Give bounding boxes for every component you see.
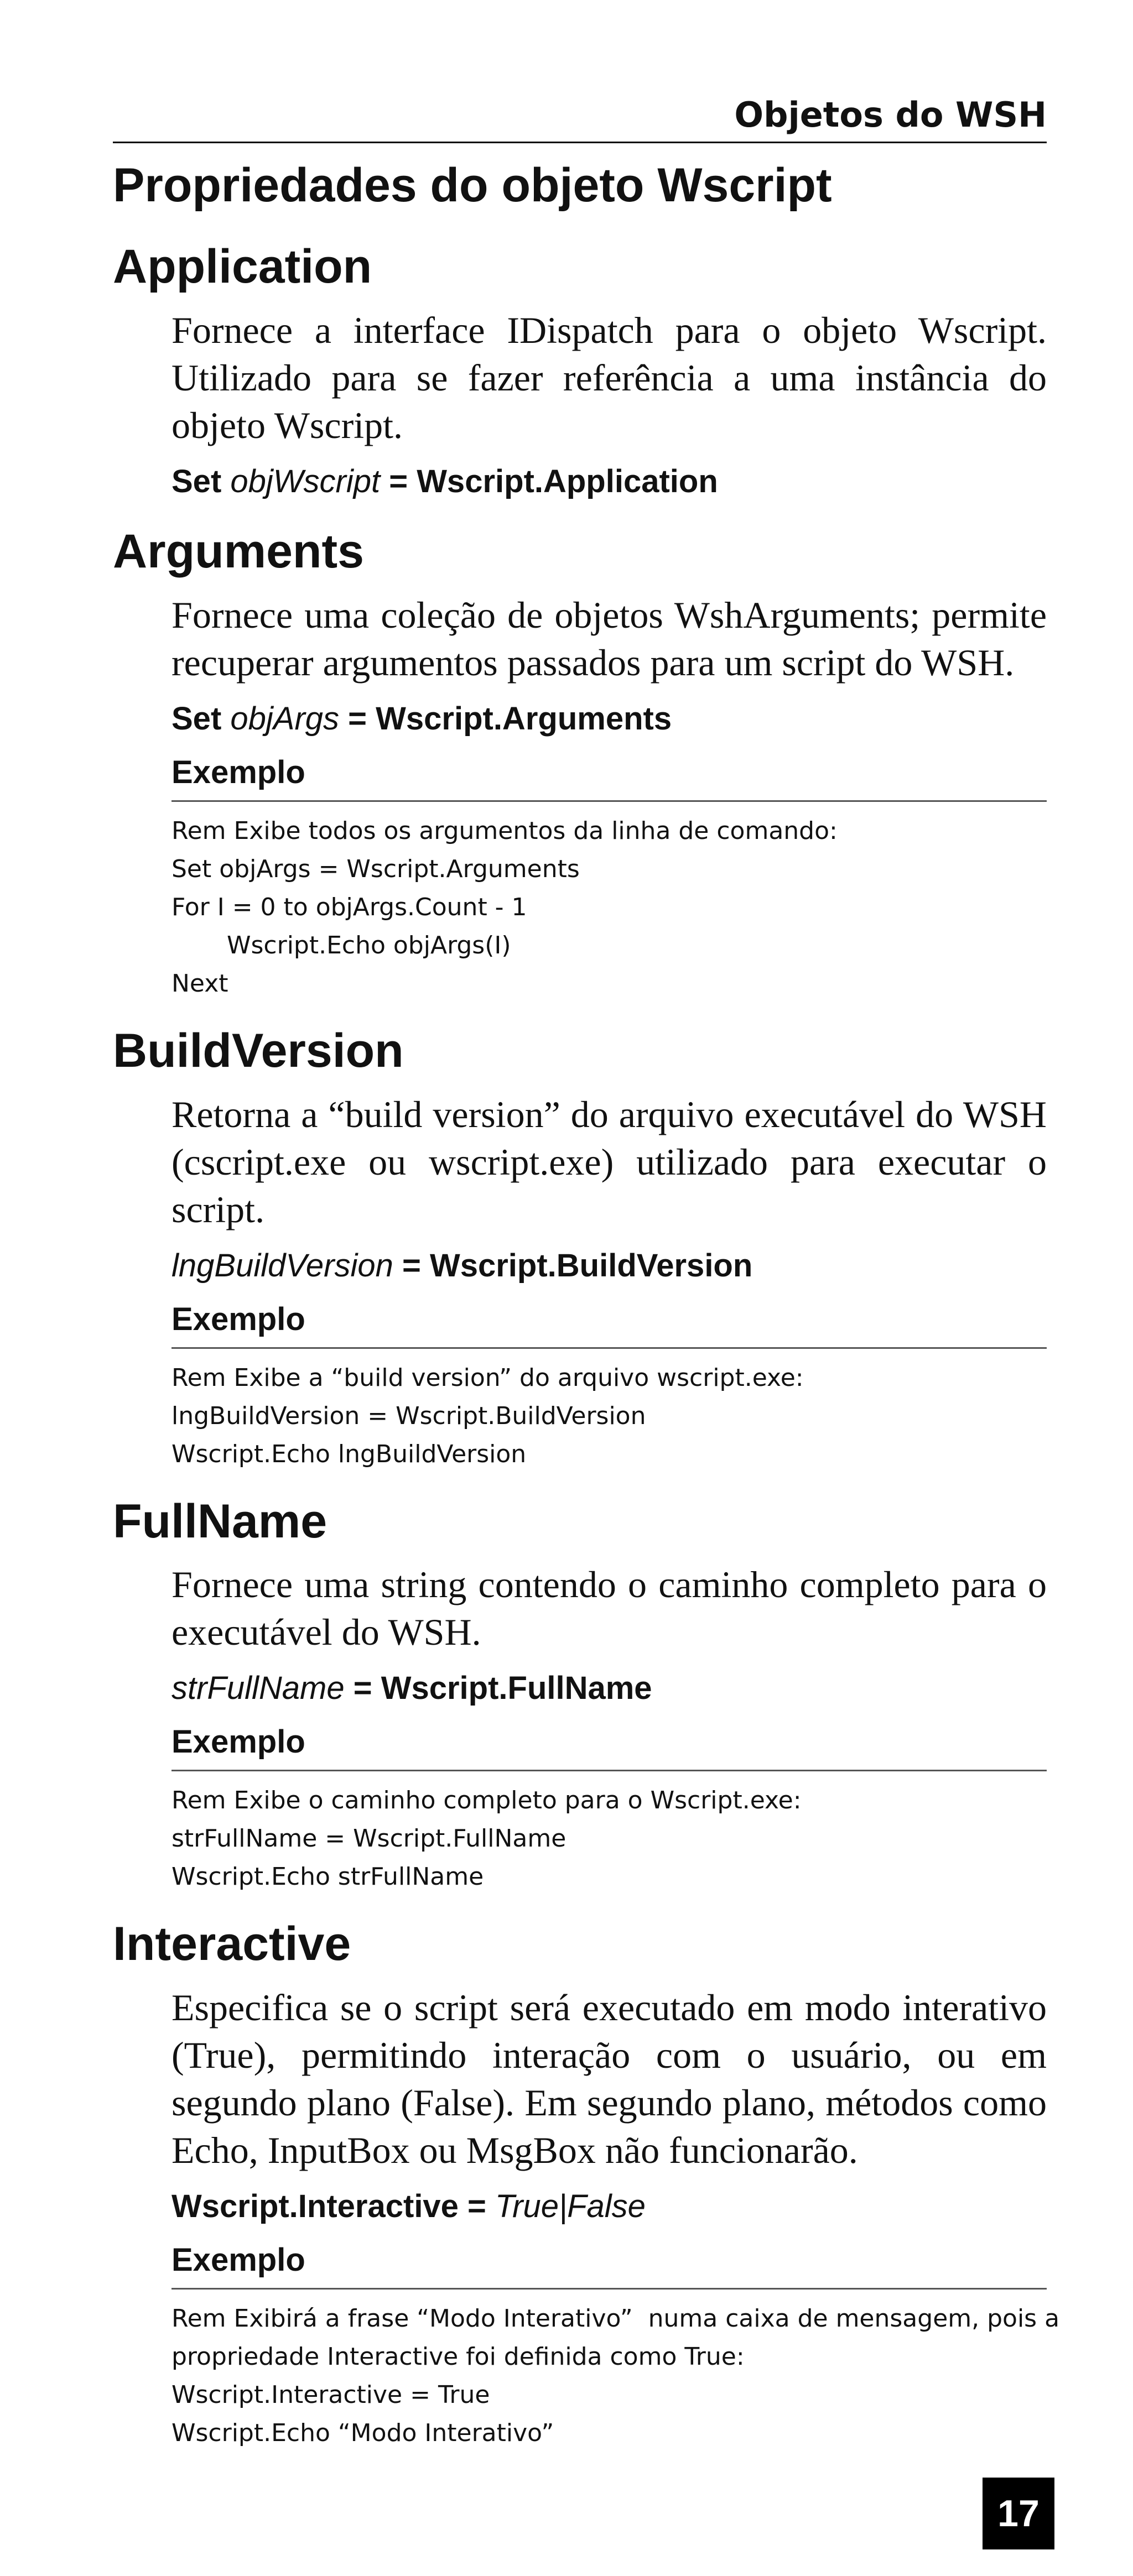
code-line: Rem Exibe a “build version” do arquivo wscript.exe: (171, 1363, 804, 1392)
section-description: Especifica se o script será executado em modo interativo (True), permitindo interação com o usuário, ou em segundo plano (False). Em segundo plano, métodos como Echo, InputBox ou MsgBox não funcionarão. (171, 1986, 1047, 2172)
syntax-line (171, 460, 1047, 503)
code-line: Wscript.Echo strFullName (171, 1863, 484, 1891)
section-title: Interactive (113, 1917, 351, 1971)
syntax-prefix: Set (171, 700, 231, 737)
code-example (171, 2299, 1060, 2452)
section-title: Application (113, 239, 372, 293)
syntax-line (171, 2185, 1047, 2228)
syntax-line (171, 1244, 1047, 1287)
syntax-prefix: Wscript.Interactive = (171, 2188, 496, 2225)
syntax-variable: strFullName (171, 1670, 345, 1707)
section-interactive (113, 1917, 1060, 2452)
section-application (113, 239, 1047, 503)
code-example (171, 812, 1047, 1003)
syntax-variable: objWscript (230, 463, 381, 499)
syntax-variable: objArgs (230, 700, 340, 737)
section-description: Fornece uma string contendo o caminho completo para o executável do WSH. (171, 1563, 1047, 1654)
code-line: strFullName = Wscript.FullName (171, 1824, 566, 1853)
section-fullname (113, 1494, 1047, 1896)
section-title: BuildVersion (113, 1024, 404, 1077)
section-title: Arguments (113, 524, 364, 578)
example-label: Exemplo (171, 1300, 1047, 1349)
example-label: Exemplo (171, 2240, 1047, 2290)
syntax-suffix: = Wscript.BuildVersion (393, 1247, 753, 1284)
code-line: Rem Exibirá a frase “Modo Interativo” numa caixa de mensagem, pois a (171, 2304, 1060, 2333)
code-line: Wscript.Echo “Modo Interativo” (171, 2419, 554, 2448)
code-line: Next (171, 969, 228, 998)
code-line: Set objArgs = Wscript.Arguments (171, 854, 580, 883)
syntax-suffix: = Wscript.Arguments (339, 700, 672, 737)
section-title: FullName (113, 1494, 328, 1548)
page-title: Propriedades do objeto Wscript (113, 159, 832, 212)
code-line: propriedade Interactive foi definida como True: (171, 2343, 745, 2371)
syntax-suffix: = Wscript.Application (380, 463, 718, 499)
code-line: Wscript.Echo lngBuildVersion (171, 1440, 527, 1468)
example-label: Exemplo (171, 753, 1047, 802)
code-example (171, 1359, 1047, 1473)
example-label: Exemplo (171, 1722, 1047, 1771)
running-header: Objetos do WSH (113, 93, 1047, 143)
syntax-variable: True|False (495, 2188, 646, 2225)
code-line: Wscript.Interactive = True (171, 2381, 490, 2410)
code-line: Rem Exibe o caminho completo para o Wscript.exe: (171, 1786, 802, 1815)
code-line: Rem Exibe todos os argumentos da linha de comando: (171, 816, 838, 845)
syntax-prefix: Set (171, 463, 231, 499)
page-number: 17 (983, 2478, 1054, 2549)
section-description: Fornece a interface IDispatch para o objeto Wscript. Utilizado para se fazer referência a uma instância do objeto Wscript. (171, 309, 1047, 446)
section-buildversion (113, 1024, 1047, 1473)
section-description: Fornece uma coleção de objetos WshArguments; permite recuperar argumentos passados para um script do WSH. (171, 593, 1047, 684)
code-example (171, 1781, 1047, 1896)
section-description: Retorna a “build version” do arquivo executável do WSH (cscript.exe ou wscript.exe) utilizado para executar o script. (171, 1093, 1047, 1230)
page-content (113, 158, 1060, 2452)
section-arguments (113, 524, 1047, 1003)
syntax-variable: lngBuildVersion (171, 1247, 393, 1284)
code-line: lngBuildVersion = Wscript.BuildVersion (171, 1401, 646, 1430)
syntax-line (171, 697, 1047, 741)
code-line: Wscript.Echo objArgs(I) (227, 931, 511, 960)
code-line: For I = 0 to objArgs.Count - 1 (171, 893, 527, 921)
syntax-line (171, 1667, 1047, 1710)
syntax-suffix: = Wscript.FullName (344, 1670, 652, 1707)
